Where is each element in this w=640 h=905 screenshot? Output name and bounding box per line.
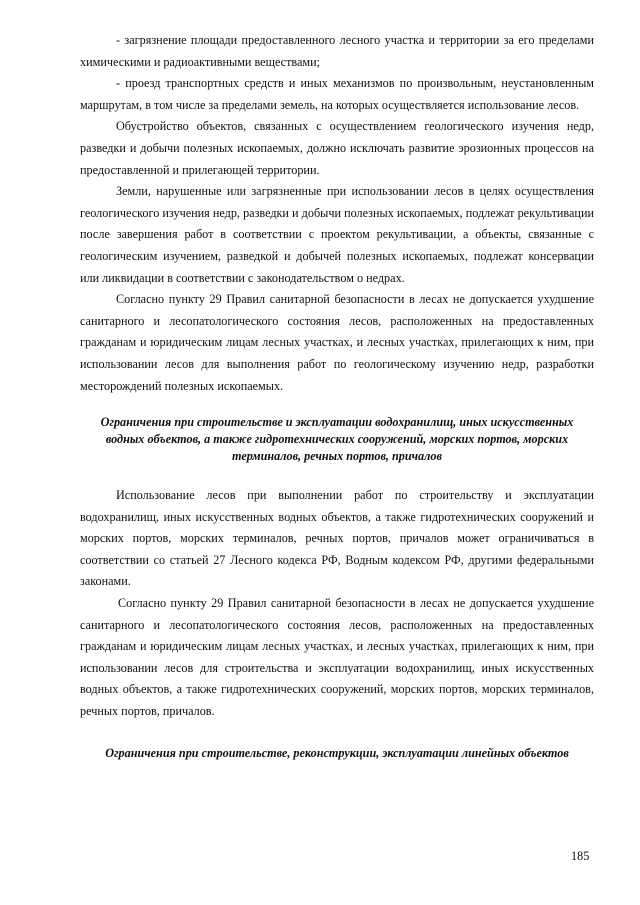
paragraph-vehicle-passage: - проезд транспортных средств и иных механизмов по произвольным, неустановленным маршрутам, в том числе за пределами земель, на которых осуществляется использование лесов. bbox=[80, 76, 594, 112]
paragraph-facility-arrangement: Обустройство объектов, связанных с осуществлением геологического изучения недр, разведки и добычи полезных ископаемых, должно исключать развитие эрозионных процессов на предоставленной и прилегающей территории. bbox=[80, 119, 594, 177]
page-number: 185 bbox=[571, 849, 590, 863]
section-heading-linear-objects: Ограничения при строительстве, реконструкции, эксплуатации линейных объектов bbox=[105, 745, 569, 760]
paragraph-pollution: - загрязнение площади предоставленного лесного участка и территории за его пределами химическими и радиоактивными веществами; bbox=[80, 33, 594, 69]
section-heading-reservoirs: Ограничения при строительстве и эксплуатации водохранилищ, иных искусственных водных объектов, а также гидротехнических сооружений, морских портов, морских терминалов, речных портов, причалов bbox=[100, 415, 574, 464]
paragraph-sanitary-rules-reservoirs: Согласно пункту 29 Правил санитарной безопасности в лесах не допускается ухудшение санитарного и лесопатологического состояния лесов, расположенных на предоставленных гражданам и юридическим лицам лесных участках, и лесных участках, прилегающих к ним, при использовании лесов для строительства и эксплуатации водохранилищ, иных искусственных водных объектов, а также гидротехнических сооружений, морских портов, морских терминалов, речных портов, причалов. bbox=[80, 596, 594, 719]
paragraph-sanitary-rules-geology: Согласно пункту 29 Правил санитарной безопасности в лесах не допускается ухудшение санитарного и лесопатологического состояния лесов, расположенных на предоставленных гражданам и юридическим лицам лесных участках, и лесных участках, прилегающих к ним, при использовании лесов для выполнения работ по геологическому изучению недр, разработки месторождений полезных ископаемых. bbox=[80, 292, 594, 393]
paragraph-land-reclamation: Земли, нарушенные или загрязненные при использовании лесов в целях осуществления геологического изучения недр, разведки и добычи полезных ископаемых, подлежат рекультивации после завершения работ в соответствии с проектом рекультивации, а объекты, связанные с геологическим изучением, разведкой и добычей полезных ископаемых, подлежат консервации или ликвидации в соответствии с законодательством о недрах. bbox=[80, 184, 594, 285]
page-content bbox=[80, 30, 594, 762]
paragraph-reservoir-forest-use: Использование лесов при выполнении работ по строительству и эксплуатации водохранилищ, иных искусственных водных объектов, а также гидротехнических сооружений и морских портов, морских терминалов, речных портов, причалов может ограничиваться в соответствии со статьей 27 Лесного кодекса РФ, Водным кодексом РФ, другими федеральными законами. bbox=[80, 488, 594, 589]
